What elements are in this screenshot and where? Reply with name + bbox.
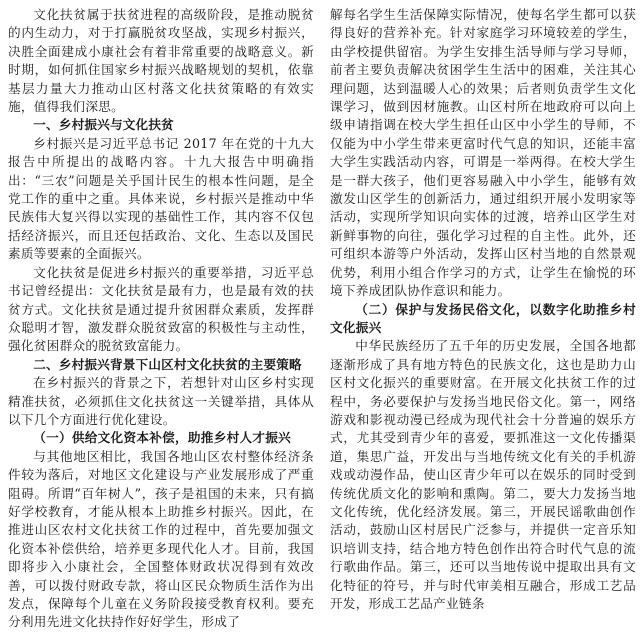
strategy-intro-paragraph: 在乡村振兴的背景之下，若想针对山区乡村实现精准扶贫，必须抓住文化扶贫这一关键举措，具体从以下几个方面进行优化建设。 xyxy=(8,375,314,427)
section-heading-1: 一、乡村振兴与文化扶贫 xyxy=(33,117,174,133)
cultural-capital-paragraph: 与其他地区相比，我国各地山区农村整体经济条件较为落后，对地区文化建设与产业发展形成了严重阻碍。所谓“百年树人”，孩子是祖国的未来，只有搞好学校教育，才能从根本上助推乡村振兴。因此，在推进山区农村文化扶贫工作的过程中，首先要加强文化资本补偿供给，培养更多现代化人才。目前，我国即将步入小康社会，全国整体财政状况得到有效改善，可以拨付财政专款，将山区民众物质生活作为出发点，保障每个儿童在义务阶段接受教育权利。要充分利用先进文化扶持作好好学生，形成了 xyxy=(8,448,314,630)
subsection-heading-1: （一）供给文化资本补偿，助推乡村人才振兴 xyxy=(33,430,292,446)
intro-paragraph: 文化扶贫属于扶贫进程的高级阶段，是推动脱贫的内生动力，对于打赢脱贫攻坚战，实现乡村振兴，决胜全面建成小康社会有着非常重要的战略意义。新时期，如何抓住国家乡村振兴战略规划的契机，依靠基层力量大力推动山区村落文化扶贫策略的有效实施，值得我们深思。 xyxy=(8,7,314,115)
cultural-poverty-alleviation-paragraph: 文化扶贫是促进乡村振兴的重要举措，习近平总书记曾经提出：文化扶贫是最有力，也是最有效的扶贫方式。文化扶贫是通过提升贫困群众素质，发挥群众聪明才智，激发群众脱贫致富的积极性与主动性，强化贫困群众的脱贫致富能力。 xyxy=(8,264,314,354)
rural-revitalization-paragraph: 乡村振兴是习近平总书记 2017 年在党的十九大报告中所提出的战略内容。十九大报告中明确指出：“三农”问题是关乎国计民生的根本性问题，是全党工作的重中之重。具体来说，乡村振兴是推动中华民族伟大复兴得以实现的基础性工作，其内容不仅包括经济振兴，而且还包括政治、文化、生态以及国民素质等要素的全面振兴。 xyxy=(8,135,314,262)
student-support-paragraph: 解每名学生生活保障实际情况，使每名学生都可以获得良好的营养补充。针对家庭学习环境较差的学生，由学校提供留宿。为学生安排生活导师与学习导师，前者主要负责解决贫困学生生活中的困难，关注其心理问题，达到温暖人心的效果；后者则负责学生文化课学习，做到因材施教。山区村所在地政府可以向上级申请指调在校大学生担任山区中小学生的导师，不仅能为中小学生带来更富时代气息的知识，还能丰富大学生实践活动内容，可谓是一举两得。在校大学生是一群大孩子，他们更容易融入中小学生，能够有效激发山区学生的创新活力，通过组织开展小发明家等活动，实现所学知识向实体的过渡，培养山区学生对新鲜事物的向往，强化学习过程的自主性。此外，还可组织本游等户外活动，发挥山区村当地的自然景观优势，利用小组合作学习的方式，让学生在愉悦的环境下养成团队协作意识和能力。 xyxy=(330,7,636,299)
left-column xyxy=(8,6,314,630)
section-heading-2: 二、乡村振兴背景下山区村文化扶贫的主要策略 xyxy=(33,356,302,372)
subsection-heading-2: （二）保护与发扬民俗文化，以数字化助推乡村文化振兴 xyxy=(330,301,636,335)
folk-culture-paragraph: 中华民族经历了五千年的历史发展，全国各地都逐渐形成了具有地方特色的民族文化，这也是助力山区村文化振兴的重要财富。在开展文化扶贫工作的过程中，务必要保护与发扬当地民俗文化。第一，网络游戏和影视动漫已经成为现代社会十分普遍的娱乐方式，尤其受到青少年的喜爱，要抓准这一文化传播渠道，集思广益，开发出与当地传统文化有关的手机游戏或动漫作品，使山区青少年可以在娱乐的同时受到传统优质文化的影响和熏陶。第二，要大力发扬当地文化传统，优化经济发展。第三，开展民谣歌曲创作活动，鼓励山区村居民广泛参与，并提供一定音乐知识培训支持，结合地方特色创作出符合时代气息的流行歌曲作品。第三，还可以当地传说中提取出具有文化特征的符号，并与时代审美相互融合，形成工艺品开发，形成工艺品产业链条 xyxy=(330,338,636,611)
right-column xyxy=(330,6,636,611)
